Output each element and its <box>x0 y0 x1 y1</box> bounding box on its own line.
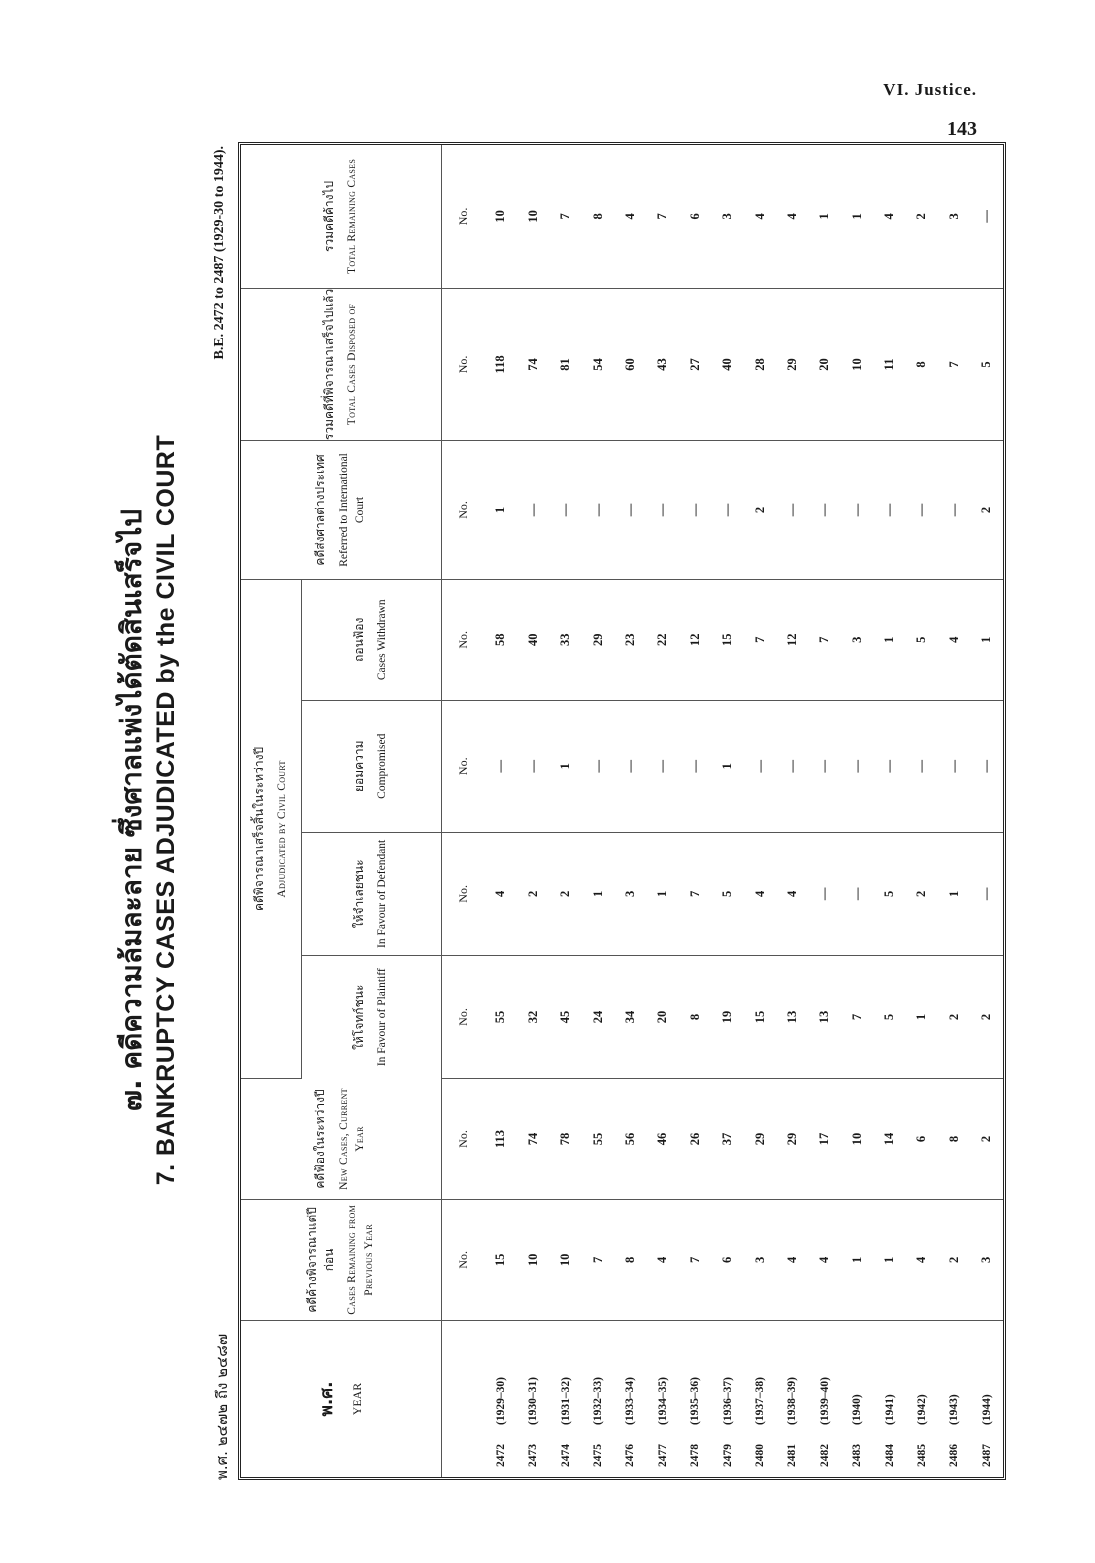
cell-remaining: 7 <box>550 145 582 288</box>
cell-new: 78 <box>550 1079 582 1200</box>
cell-defendant: 5 <box>873 832 905 955</box>
col-plaintiff-english: In Favour of Plaintiff <box>376 968 389 1067</box>
year-cell <box>679 1320 711 1477</box>
cell-new: 10 <box>841 1079 873 1200</box>
period-thai: พ.ศ. ๒๔๗๒ ถึง ๒๔๘๗ <box>213 1333 231 1480</box>
cell-defendant: 4 <box>776 832 808 955</box>
cell-disposed: 81 <box>550 288 582 440</box>
col-international-thai: คดีส่งศาลต่างประเทศ <box>313 454 328 566</box>
cell-compromised: 1 <box>550 700 582 832</box>
cell-international: — <box>517 441 549 580</box>
cell-disposed: 60 <box>614 288 646 440</box>
cell-withdrawn: 22 <box>647 579 679 700</box>
year-ce: (1941) <box>883 1394 896 1425</box>
cell-compromised: — <box>906 700 938 832</box>
col-year <box>241 1320 441 1477</box>
table-row <box>873 145 905 1477</box>
cell-international: — <box>776 441 808 580</box>
statistics-table <box>238 142 1006 1480</box>
cell-international: — <box>711 441 743 580</box>
cell-withdrawn: 33 <box>550 579 582 700</box>
cell-compromised: — <box>744 700 776 832</box>
cell-remaining: 4 <box>776 145 808 288</box>
unit-cell: No. <box>441 145 485 288</box>
year-be: 2483 <box>851 1444 864 1467</box>
cell-withdrawn: 29 <box>582 579 614 700</box>
year-ce: (1932–33) <box>592 1377 605 1425</box>
cell-prev: 15 <box>485 1199 517 1320</box>
cell-defendant: 5 <box>711 832 743 955</box>
year-be: 2482 <box>818 1444 831 1467</box>
cell-international: — <box>550 441 582 580</box>
cell-disposed: 8 <box>906 288 938 440</box>
title-block <box>110 140 240 1480</box>
table-row <box>582 145 614 1477</box>
table-row <box>938 145 970 1477</box>
bankruptcy-table <box>241 145 1003 1477</box>
cell-compromised: — <box>647 700 679 832</box>
year-be: 2485 <box>915 1444 928 1467</box>
cell-compromised: — <box>873 700 905 832</box>
col-defendant-thai: ให้จำเลยชนะ <box>351 859 366 929</box>
cell-plaintiff: 32 <box>517 955 549 1078</box>
cell-withdrawn: 58 <box>485 579 517 700</box>
col-adjudicated-group <box>241 579 301 1078</box>
cell-defendant: 1 <box>582 832 614 955</box>
cell-defendant: 2 <box>517 832 549 955</box>
year-cell <box>809 1320 841 1477</box>
period-english: B.E. 2472 to 2487 (1929-30 to 1944). <box>212 146 227 360</box>
cell-remaining: 4 <box>873 145 905 288</box>
col-total-remaining-english: Total Remaining Cases <box>346 158 359 274</box>
year-cell <box>906 1320 938 1477</box>
unit-cell: No. <box>441 955 485 1078</box>
col-year-thai: พ.ศ. <box>317 1381 338 1417</box>
cell-plaintiff: 55 <box>485 955 517 1078</box>
year-cell <box>938 1320 970 1477</box>
year-be: 2479 <box>721 1444 734 1467</box>
cell-plaintiff: 1 <box>906 955 938 1078</box>
cell-prev: 1 <box>873 1199 905 1320</box>
cell-plaintiff: 13 <box>809 955 841 1078</box>
cell-disposed: 10 <box>841 288 873 440</box>
col-plaintiff-thai: ให้โจทก์ชนะ <box>351 984 366 1050</box>
col-remaining-prev-english: Cases Remaining from Previous Year <box>346 1204 376 1315</box>
cell-plaintiff: 19 <box>711 955 743 1078</box>
cell-prev: 4 <box>776 1199 808 1320</box>
cell-new: 6 <box>906 1079 938 1200</box>
cell-new: 8 <box>938 1079 970 1200</box>
col-new-cases-thai: คดีฟ้องในระหว่างปี <box>313 1089 328 1189</box>
year-cell <box>971 1320 1003 1477</box>
table-row <box>776 145 808 1477</box>
table-row <box>614 145 646 1477</box>
cell-withdrawn: 5 <box>906 579 938 700</box>
cell-remaining: 3 <box>711 145 743 288</box>
col-new-cases <box>241 1079 441 1200</box>
year-cell <box>647 1320 679 1477</box>
cell-remaining: 7 <box>647 145 679 288</box>
cell-plaintiff: 13 <box>776 955 808 1078</box>
year-cell <box>582 1320 614 1477</box>
cell-prev: 7 <box>582 1199 614 1320</box>
col-new-cases-english: New Cases, Current Year <box>337 1088 367 1190</box>
year-ce: (1931–32) <box>559 1377 572 1425</box>
cell-prev: 10 <box>517 1199 549 1320</box>
year-ce: (1930–31) <box>527 1377 540 1425</box>
year-cell <box>614 1320 646 1477</box>
cell-disposed: 43 <box>647 288 679 440</box>
cell-prev: 2 <box>938 1199 970 1320</box>
year-ce: (1934–35) <box>656 1377 669 1425</box>
year-be: 2477 <box>656 1444 669 1467</box>
table-row <box>971 145 1003 1477</box>
cell-defendant: 2 <box>906 832 938 955</box>
year-be: 2487 <box>980 1444 993 1467</box>
cell-withdrawn: 1 <box>971 579 1003 700</box>
cell-withdrawn: 7 <box>809 579 841 700</box>
unit-cell: No. <box>441 700 485 832</box>
cell-international: 1 <box>485 441 517 580</box>
cell-remaining: 6 <box>679 145 711 288</box>
cell-new: 113 <box>485 1079 517 1200</box>
cell-defendant: 1 <box>938 832 970 955</box>
year-be: 2473 <box>527 1444 540 1467</box>
year-ce: (1929–30) <box>494 1377 507 1425</box>
cell-compromised: — <box>614 700 646 832</box>
table-row <box>647 145 679 1477</box>
cell-defendant: 2 <box>550 832 582 955</box>
year-ce: (1940) <box>851 1394 864 1425</box>
cell-remaining: 1 <box>841 145 873 288</box>
cell-remaining: 8 <box>582 145 614 288</box>
cell-disposed: 118 <box>485 288 517 440</box>
col-disposed-english: Total Cases Disposed of <box>346 303 359 426</box>
cell-new: 46 <box>647 1079 679 1200</box>
col-compromised-english: Compromised <box>376 733 389 799</box>
cell-plaintiff: 7 <box>841 955 873 1078</box>
table-row <box>550 145 582 1477</box>
title-english: 7. BANKRUPTCY CASES ADJUDICATED by the CIVIL COURT <box>152 434 180 1186</box>
cell-new: 17 <box>809 1079 841 1200</box>
table-row <box>485 145 517 1477</box>
cell-international: — <box>841 441 873 580</box>
year-ce: (1935–36) <box>689 1377 702 1425</box>
cell-compromised: — <box>841 700 873 832</box>
running-head: VI. Justice. <box>883 80 977 99</box>
col-international-english: Referred to International Court <box>337 453 367 567</box>
cell-international: 2 <box>744 441 776 580</box>
title-thai: ๗. คดีความล้มละลาย ซึ่งศาลแพ่งได้ตัดสินเสร็จไป <box>115 508 148 1112</box>
year-ce: (1939–40) <box>818 1377 831 1425</box>
col-withdrawn-english: Cases Withdrawn <box>376 599 389 681</box>
cell-withdrawn: 40 <box>517 579 549 700</box>
cell-international: — <box>938 441 970 580</box>
cell-disposed: 27 <box>679 288 711 440</box>
cell-international: — <box>614 441 646 580</box>
year-cell <box>550 1320 582 1477</box>
col-remaining-prev-thai: คดีค้างพิจารณาแต่ปีก่อน <box>304 1207 337 1313</box>
cell-disposed: 5 <box>971 288 1003 440</box>
page-number: 143 <box>947 118 977 140</box>
rotated-page <box>110 140 994 1480</box>
table-row <box>711 145 743 1477</box>
cell-compromised: — <box>582 700 614 832</box>
col-disposed <box>241 288 441 440</box>
year-cell <box>711 1320 743 1477</box>
year-cell <box>873 1320 905 1477</box>
col-year-english: YEAR <box>351 1382 364 1416</box>
cell-international: — <box>582 441 614 580</box>
table-row <box>906 145 938 1477</box>
cell-compromised: — <box>809 700 841 832</box>
units-row <box>441 145 485 1477</box>
cell-plaintiff: 5 <box>873 955 905 1078</box>
cell-disposed: 28 <box>744 288 776 440</box>
cell-prev: 8 <box>614 1199 646 1320</box>
year-be: 2484 <box>883 1444 896 1467</box>
cell-disposed: 40 <box>711 288 743 440</box>
year-cell <box>517 1320 549 1477</box>
col-adjudicated-thai: คดีพิจารณาเสร็จสิ้นในระหว่างปี <box>251 746 266 911</box>
cell-disposed: 54 <box>582 288 614 440</box>
cell-withdrawn: 23 <box>614 579 646 700</box>
cell-plaintiff: 2 <box>938 955 970 1078</box>
col-international <box>241 441 441 580</box>
cell-compromised: — <box>679 700 711 832</box>
cell-remaining: 3 <box>938 145 970 288</box>
cell-plaintiff: 24 <box>582 955 614 1078</box>
table-body <box>441 145 1003 1477</box>
year-ce: (1933–34) <box>624 1377 637 1425</box>
year-cell <box>776 1320 808 1477</box>
cell-defendant: 4 <box>744 832 776 955</box>
year-be: 2472 <box>494 1444 507 1467</box>
cell-defendant: 1 <box>647 832 679 955</box>
cell-remaining: 2 <box>906 145 938 288</box>
col-total-remaining <box>241 145 441 288</box>
year-be: 2478 <box>689 1444 702 1467</box>
col-adjudicated-english: Adjudicated by Civil Court <box>276 760 289 898</box>
cell-compromised: — <box>971 700 1003 832</box>
year-ce: (1944) <box>980 1394 993 1425</box>
year-be: 2486 <box>948 1444 961 1467</box>
year-cell <box>841 1320 873 1477</box>
cell-disposed: 20 <box>809 288 841 440</box>
unit-cell: No. <box>441 1199 485 1320</box>
cell-new: 29 <box>744 1079 776 1200</box>
cell-withdrawn: 12 <box>776 579 808 700</box>
cell-international: — <box>906 441 938 580</box>
cell-new: 37 <box>711 1079 743 1200</box>
unit-cell: No. <box>441 832 485 955</box>
cell-prev: 4 <box>809 1199 841 1320</box>
unit-cell-year <box>441 1320 485 1477</box>
year-ce: (1937–38) <box>754 1377 767 1425</box>
cell-disposed: 7 <box>938 288 970 440</box>
cell-plaintiff: 15 <box>744 955 776 1078</box>
year-be: 2476 <box>624 1444 637 1467</box>
col-compromised <box>301 700 441 832</box>
cell-remaining: — <box>971 145 1003 288</box>
cell-plaintiff: 2 <box>971 955 1003 1078</box>
cell-prev: 7 <box>679 1199 711 1320</box>
year-cell <box>485 1320 517 1477</box>
unit-cell: No. <box>441 1079 485 1200</box>
col-plaintiff <box>301 955 441 1078</box>
cell-withdrawn: 12 <box>679 579 711 700</box>
cell-defendant: — <box>809 832 841 955</box>
cell-international: 2 <box>971 441 1003 580</box>
cell-defendant: 4 <box>485 832 517 955</box>
cell-new: 55 <box>582 1079 614 1200</box>
cell-withdrawn: 4 <box>938 579 970 700</box>
col-withdrawn <box>301 579 441 700</box>
table-row <box>809 145 841 1477</box>
cell-prev: 10 <box>550 1199 582 1320</box>
cell-new: 56 <box>614 1079 646 1200</box>
cell-defendant: 3 <box>614 832 646 955</box>
year-ce: (1938–39) <box>786 1377 799 1425</box>
col-remaining-prev <box>241 1199 441 1320</box>
cell-disposed: 29 <box>776 288 808 440</box>
table-row <box>841 145 873 1477</box>
table-row <box>744 145 776 1477</box>
cell-withdrawn: 15 <box>711 579 743 700</box>
cell-compromised: — <box>517 700 549 832</box>
year-ce: (1943) <box>948 1394 961 1425</box>
cell-plaintiff: 34 <box>614 955 646 1078</box>
cell-remaining: 4 <box>744 145 776 288</box>
table-row <box>679 145 711 1477</box>
cell-new: 74 <box>517 1079 549 1200</box>
cell-withdrawn: 3 <box>841 579 873 700</box>
cell-remaining: 10 <box>517 145 549 288</box>
cell-compromised: — <box>776 700 808 832</box>
cell-new: 29 <box>776 1079 808 1200</box>
col-total-remaining-thai: รวมคดีค้างไป <box>321 180 336 253</box>
year-be: 2474 <box>559 1444 572 1467</box>
cell-new: 26 <box>679 1079 711 1200</box>
year-be: 2475 <box>592 1444 605 1467</box>
cell-prev: 3 <box>744 1199 776 1320</box>
cell-defendant: — <box>841 832 873 955</box>
col-compromised-thai: ยอมความ <box>351 740 366 793</box>
cell-prev: 4 <box>906 1199 938 1320</box>
cell-disposed: 11 <box>873 288 905 440</box>
cell-prev: 4 <box>647 1199 679 1320</box>
cell-defendant: 7 <box>679 832 711 955</box>
cell-withdrawn: 1 <box>873 579 905 700</box>
unit-cell: No. <box>441 579 485 700</box>
cell-defendant: — <box>971 832 1003 955</box>
cell-remaining: 10 <box>485 145 517 288</box>
cell-new: 2 <box>971 1079 1003 1200</box>
unit-cell: No. <box>441 441 485 580</box>
cell-new: 14 <box>873 1079 905 1200</box>
cell-disposed: 74 <box>517 288 549 440</box>
col-disposed-thai: รวมคดีที่พิจารณาเสร็จไปแล้ว <box>321 288 336 441</box>
year-be: 2481 <box>786 1444 799 1467</box>
cell-remaining: 4 <box>614 145 646 288</box>
cell-international: — <box>873 441 905 580</box>
cell-withdrawn: 7 <box>744 579 776 700</box>
col-withdrawn-thai: ถอนฟ้อง <box>351 617 366 662</box>
col-defendant <box>301 832 441 955</box>
cell-compromised: — <box>938 700 970 832</box>
year-be: 2480 <box>754 1444 767 1467</box>
cell-international: — <box>679 441 711 580</box>
year-ce: (1942) <box>915 1394 928 1425</box>
cell-prev: 3 <box>971 1199 1003 1320</box>
cell-compromised: 1 <box>711 700 743 832</box>
unit-cell: No. <box>441 288 485 440</box>
col-defendant-english: In Favour of Defendant <box>376 839 389 948</box>
table-row <box>517 145 549 1477</box>
cell-compromised: — <box>485 700 517 832</box>
cell-remaining: 1 <box>809 145 841 288</box>
cell-plaintiff: 8 <box>679 955 711 1078</box>
cell-international: — <box>647 441 679 580</box>
cell-prev: 6 <box>711 1199 743 1320</box>
cell-prev: 1 <box>841 1199 873 1320</box>
cell-international: — <box>809 441 841 580</box>
year-cell <box>744 1320 776 1477</box>
year-ce: (1936–37) <box>721 1377 734 1425</box>
cell-plaintiff: 45 <box>550 955 582 1078</box>
cell-plaintiff: 20 <box>647 955 679 1078</box>
